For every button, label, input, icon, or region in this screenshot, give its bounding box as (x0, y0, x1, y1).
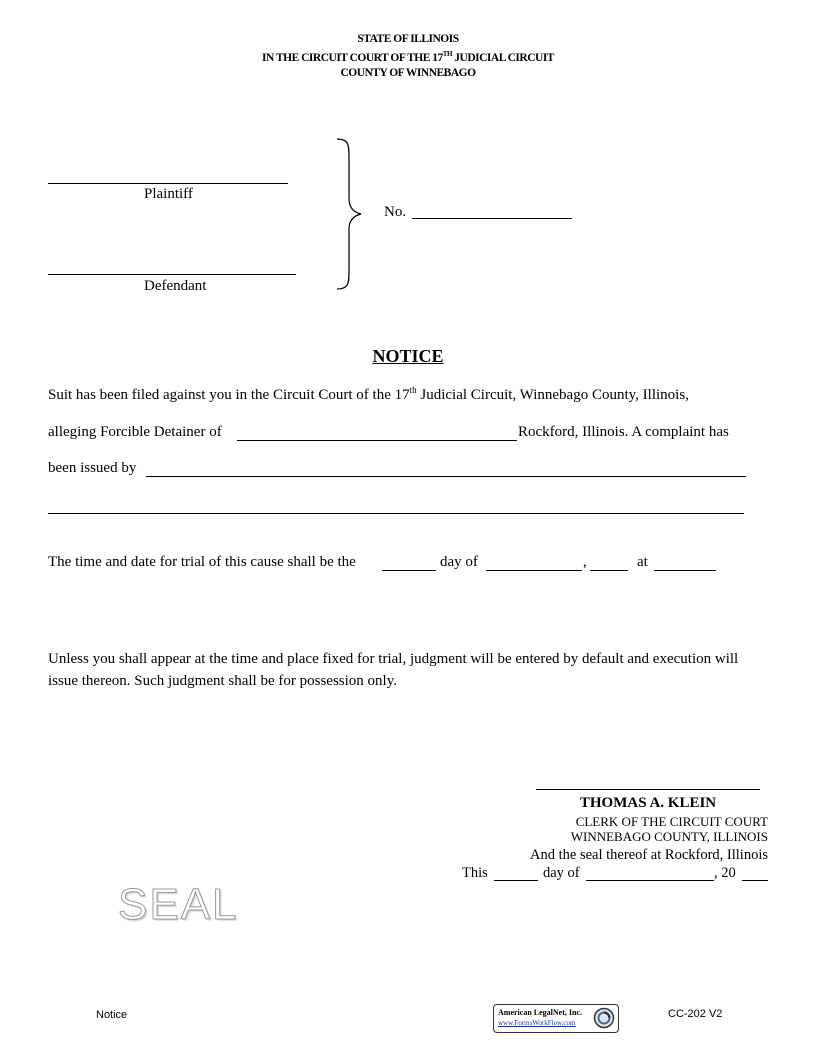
trial-day-line[interactable] (382, 570, 436, 571)
trial-text-a: The time and date for trial of this cause shall be the (48, 554, 356, 570)
notice-line-2b: Rockford, Illinois. A complaint has (518, 424, 729, 440)
date-day-line[interactable] (494, 880, 538, 881)
trial-text-d: at (637, 554, 648, 570)
notice-line-1 (48, 385, 689, 404)
notice-line-1b: Judicial Circuit, Winnebago County, Illinois, (416, 387, 689, 403)
plaintiff-line[interactable] (48, 183, 288, 184)
court-county: COUNTY OF WINNEBAGO (340, 67, 476, 79)
plaintiff-label: Plaintiff (144, 186, 193, 202)
case-no-label: No. (384, 204, 407, 220)
date-year-line[interactable] (742, 880, 768, 881)
trial-text-c: , (583, 554, 587, 570)
caption-brace (333, 137, 363, 292)
notice-line-1-sup: th (409, 385, 417, 395)
globe-icon (593, 1007, 615, 1029)
publisher-name: American LegalNet, Inc. (498, 1008, 582, 1017)
default-judgment-text: Unless you shall appear at the time and place fixed for trial, judgment will be entered by default and execution will issue thereon. Such judgment shall be for possession only. (48, 651, 739, 689)
seal-placeholder: SEAL (118, 880, 239, 929)
notice-line-1a: Suit has been filed against you in the Circuit Court of the 17 (48, 387, 410, 403)
trial-time-line[interactable] (654, 570, 716, 571)
trial-text-b: day of (440, 554, 478, 570)
court-circuit-post: JUDICIAL CIRCUIT (451, 51, 554, 64)
defendant-label: Defendant (144, 278, 207, 294)
publisher-url[interactable]: www.FormsWorkFlow.com (498, 1019, 576, 1027)
date-text-a: This (462, 865, 488, 881)
clerk-name: THOMAS A. KLEIN (579, 795, 717, 811)
clerk-title: CLERK OF THE CIRCUIT COURT (575, 814, 768, 829)
notice-line-2a: alleging Forcible Detainer of (48, 424, 222, 440)
date-month-line[interactable] (586, 880, 714, 881)
issued-by-line-2[interactable] (48, 513, 744, 514)
date-text-c: , 20 (714, 865, 736, 881)
publisher-logo (493, 1004, 619, 1033)
trial-year-line[interactable] (590, 570, 628, 571)
court-state: STATE OF ILLINOIS (357, 33, 459, 45)
notice-title: NOTICE (372, 346, 444, 366)
court-circuit (0, 50, 816, 64)
footer-form-id: CC-202 V2 (668, 1008, 723, 1020)
date-text-b: day of (543, 865, 580, 881)
case-no-line[interactable] (412, 218, 572, 219)
footer-form-name: Notice (96, 1009, 128, 1021)
trial-month-line[interactable] (486, 570, 582, 571)
defendant-line[interactable] (48, 274, 296, 275)
property-address-line[interactable] (237, 440, 517, 441)
clerk-signature-line[interactable] (536, 789, 760, 790)
issued-by-line[interactable] (146, 476, 746, 477)
clerk-county: WINNEBAGO COUNTY, ILLINOIS (570, 829, 768, 844)
court-circuit-sup: TH (442, 50, 452, 58)
court-circuit-pre: IN THE CIRCUIT COURT OF THE 17 (262, 51, 443, 64)
seal-statement: And the seal thereof at Rockford, Illinois (530, 847, 768, 863)
notice-line-3a: been issued by (48, 460, 137, 476)
